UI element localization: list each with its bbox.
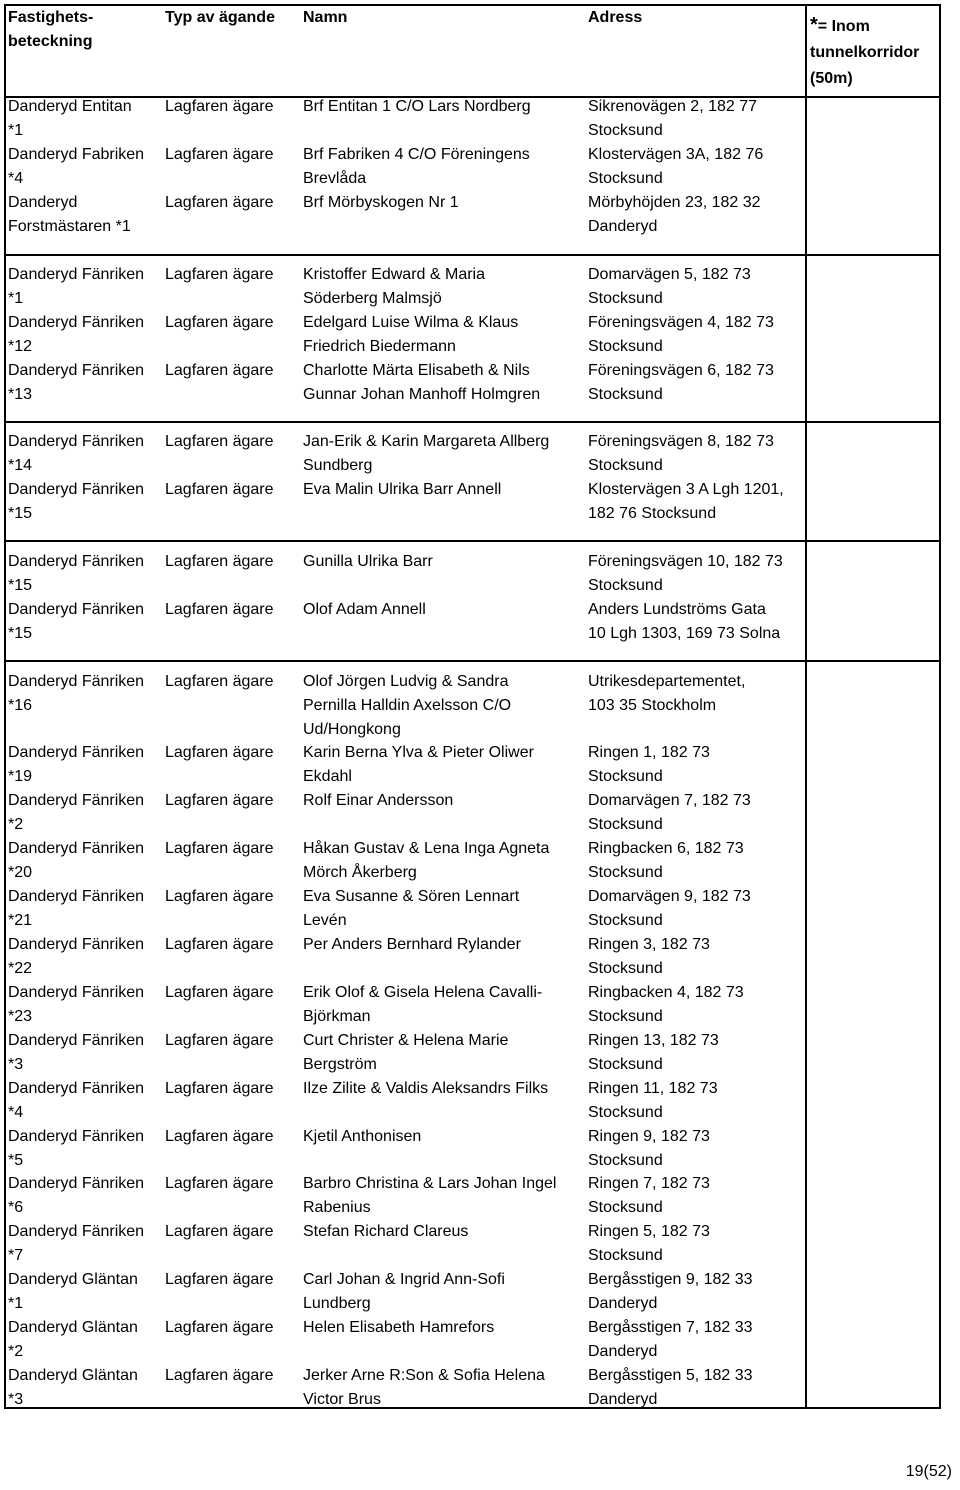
fastighet-cell: Danderyd Fänriken *21 bbox=[8, 888, 145, 929]
adress-cell: Bergåsstigen 9, 182 33 Danderyd bbox=[588, 1271, 753, 1312]
asterisk: * bbox=[810, 14, 818, 36]
adress-cell: Utrikesdepartementet, 103 35 Stockholm bbox=[588, 673, 746, 714]
fastighet-cell: Danderyd Forstmästaren *1 bbox=[8, 194, 131, 235]
adress-cell: Sikrenovägen 2, 182 77 Stocksund bbox=[588, 98, 758, 139]
fastighet-cell: Danderyd Fänriken *3 bbox=[8, 1032, 145, 1073]
typ-cell: Lagfaren ägare bbox=[165, 888, 274, 905]
typ-cell: Lagfaren ägare bbox=[165, 1128, 274, 1145]
namn-cell: Håkan Gustav & Lena Inga Agneta Mörch Åkerberg bbox=[303, 840, 550, 881]
fastighet-cell: Danderyd Fänriken *15 bbox=[8, 553, 145, 594]
adress-cell: Anders Lundströms Gata 10 Lgh 1303, 169 73 Solna bbox=[588, 601, 781, 642]
fastighet-cell: Danderyd Fänriken *13 bbox=[8, 362, 145, 403]
adress-cell: Ringbacken 4, 182 73 Stocksund bbox=[588, 984, 744, 1025]
adress-cell: Ringen 7, 182 73 Stocksund bbox=[588, 1175, 710, 1216]
adress-cell: Föreningsvägen 10, 182 73 Stocksund bbox=[588, 553, 783, 594]
adress-cell: Ringen 13, 182 73 Stocksund bbox=[588, 1032, 719, 1073]
namn-cell: Eva Susanne & Sören Lennart Levén bbox=[303, 888, 520, 929]
group-divider bbox=[4, 421, 941, 423]
namn-cell: Charlotte Märta Elisabeth & Nils Gunnar Johan Manhoff Holmgren bbox=[303, 362, 541, 403]
namn-cell: Edelgard Luise Wilma & Klaus Friedrich Biedermann bbox=[303, 314, 519, 355]
typ-cell: Lagfaren ägare bbox=[165, 1080, 274, 1097]
fastighet-cell: Danderyd Fänriken *23 bbox=[8, 984, 145, 1025]
fastighet-cell: Danderyd Fänriken *5 bbox=[8, 1128, 145, 1169]
adress-cell: Ringen 5, 182 73 Stocksund bbox=[588, 1223, 710, 1264]
fastighet-cell: Danderyd Gläntan *1 bbox=[8, 1271, 138, 1312]
fastighet-cell: Danderyd Fänriken *2 bbox=[8, 792, 145, 833]
adress-cell: Mörbyhöjden 23, 182 32 Danderyd bbox=[588, 194, 761, 235]
typ-cell: Lagfaren ägare bbox=[165, 936, 274, 953]
adress-cell: Domarvägen 9, 182 73 Stocksund bbox=[588, 888, 751, 929]
namn-cell: Olof Jörgen Ludvig & Sandra Pernilla Halldin Axelsson C/O Ud/Hongkong bbox=[303, 673, 512, 738]
typ-cell: Lagfaren ägare bbox=[165, 1032, 274, 1049]
adress-cell: Klostervägen 3 A Lgh 1201, 182 76 Stocksund bbox=[588, 481, 784, 522]
typ-cell: Lagfaren ägare bbox=[165, 601, 274, 618]
adress-cell: Klostervägen 3A, 182 76 Stocksund bbox=[588, 146, 764, 187]
fastighet-cell: Danderyd Fänriken *15 bbox=[8, 601, 145, 642]
fastighet-cell: Danderyd Fabriken *4 bbox=[8, 146, 145, 187]
adress-cell: Domarvägen 7, 182 73 Stocksund bbox=[588, 792, 751, 833]
typ-cell: Lagfaren ägare bbox=[165, 673, 274, 690]
namn-cell: Brf Entitan 1 C/O Lars Nordberg bbox=[303, 98, 531, 115]
adress-cell: Ringbacken 6, 182 73 Stocksund bbox=[588, 840, 744, 881]
group-divider bbox=[4, 660, 941, 662]
adress-cell: Ringen 11, 182 73 Stocksund bbox=[588, 1080, 718, 1121]
typ-cell: Lagfaren ägare bbox=[165, 1175, 274, 1192]
page-number: 19(52) bbox=[905, 1463, 952, 1480]
adress-cell: Ringen 1, 182 73 Stocksund bbox=[588, 744, 710, 785]
namn-cell: Carl Johan & Ingrid Ann-Sofi Lundberg bbox=[303, 1271, 505, 1312]
typ-cell: Lagfaren ägare bbox=[165, 553, 274, 570]
group-divider bbox=[4, 96, 941, 98]
namn-cell: Barbro Christina & Lars Johan Ingel Rabenius bbox=[303, 1175, 557, 1216]
fastighet-cell: Danderyd Fänriken *20 bbox=[8, 840, 145, 881]
typ-cell: Lagfaren ägare bbox=[165, 314, 274, 331]
fastighet-cell: Danderyd Fänriken *19 bbox=[8, 744, 145, 785]
adress-cell: Ringen 9, 182 73 Stocksund bbox=[588, 1128, 710, 1169]
typ-cell: Lagfaren ägare bbox=[165, 984, 274, 1001]
typ-cell: Lagfaren ägare bbox=[165, 1367, 274, 1384]
fastighet-cell: Danderyd Fänriken *15 bbox=[8, 481, 145, 522]
adress-cell: Bergåsstigen 5, 182 33 Danderyd bbox=[588, 1367, 753, 1408]
typ-cell: Lagfaren ägare bbox=[165, 266, 274, 283]
namn-cell: Gunilla Ulrika Barr bbox=[303, 553, 433, 570]
typ-cell: Lagfaren ägare bbox=[165, 1319, 274, 1336]
fastighet-cell: Danderyd Entitan *1 bbox=[8, 98, 132, 139]
header-fastighetsbeteckning: Fastighets- beteckning bbox=[8, 9, 94, 50]
fastighet-cell: Danderyd Fänriken *1 bbox=[8, 266, 145, 307]
namn-cell: Jan-Erik & Karin Margareta Allberg Sundberg bbox=[303, 433, 550, 474]
group-divider bbox=[4, 540, 941, 542]
fastighet-cell: Danderyd Fänriken *22 bbox=[8, 936, 145, 977]
adress-cell: Ringen 3, 182 73 Stocksund bbox=[588, 936, 710, 977]
fastighet-cell: Danderyd Fänriken *12 bbox=[8, 314, 145, 355]
namn-cell: Per Anders Bernhard Rylander bbox=[303, 936, 521, 953]
namn-cell: Brf Fabriken 4 C/O Föreningens Brevlåda bbox=[303, 146, 530, 187]
fastighet-cell: Danderyd Gläntan *2 bbox=[8, 1319, 138, 1360]
typ-cell: Lagfaren ägare bbox=[165, 840, 274, 857]
namn-cell: Karin Berna Ylva & Pieter Oliwer Ekdahl bbox=[303, 744, 534, 785]
header-adress: Adress bbox=[588, 9, 643, 26]
fastighet-cell: Danderyd Fänriken *6 bbox=[8, 1175, 145, 1216]
typ-cell: Lagfaren ägare bbox=[165, 792, 274, 809]
namn-cell: Rolf Einar Andersson bbox=[303, 792, 454, 809]
namn-cell: Olof Adam Annell bbox=[303, 601, 426, 618]
fastighet-cell: Danderyd Fänriken *7 bbox=[8, 1223, 145, 1264]
namn-cell: Jerker Arne R:Son & Sofia Helena Victor Brus bbox=[303, 1367, 545, 1408]
namn-cell: Stefan Richard Clareus bbox=[303, 1223, 469, 1240]
tunnel-note: *= Inom tunnelkorridor (50m) bbox=[810, 14, 920, 87]
typ-cell: Lagfaren ägare bbox=[165, 98, 274, 115]
namn-cell: Kjetil Anthonisen bbox=[303, 1128, 422, 1145]
namn-cell: Curt Christer & Helena Marie Bergström bbox=[303, 1032, 509, 1073]
namn-cell: Eva Malin Ulrika Barr Annell bbox=[303, 481, 502, 498]
namn-cell: Ilze Zilite & Valdis Aleksandrs Filks bbox=[303, 1080, 549, 1097]
namn-cell: Kristoffer Edward & Maria Söderberg Malmsjö bbox=[303, 266, 485, 307]
adress-cell: Bergåsstigen 7, 182 33 Danderyd bbox=[588, 1319, 753, 1360]
group-divider bbox=[4, 254, 941, 256]
fastighet-cell: Danderyd Fänriken *14 bbox=[8, 433, 145, 474]
note-column-divider bbox=[805, 4, 807, 1409]
typ-cell: Lagfaren ägare bbox=[165, 433, 274, 450]
adress-cell: Föreningsvägen 4, 182 73 Stocksund bbox=[588, 314, 774, 355]
fastighet-cell: Danderyd Fänriken *4 bbox=[8, 1080, 145, 1121]
fastighet-cell: Danderyd Fänriken *16 bbox=[8, 673, 145, 714]
namn-cell: Erik Olof & Gisela Helena Cavalli- Björkman bbox=[303, 984, 543, 1025]
adress-cell: Föreningsvägen 8, 182 73 Stocksund bbox=[588, 433, 774, 474]
header-typ-av-agande: Typ av ägande bbox=[165, 9, 275, 26]
typ-cell: Lagfaren ägare bbox=[165, 362, 274, 379]
adress-cell: Domarvägen 5, 182 73 Stocksund bbox=[588, 266, 751, 307]
adress-cell: Föreningsvägen 6, 182 73 Stocksund bbox=[588, 362, 774, 403]
typ-cell: Lagfaren ägare bbox=[165, 146, 274, 163]
header-namn: Namn bbox=[303, 9, 348, 26]
fastighet-cell: Danderyd Gläntan *3 bbox=[8, 1367, 138, 1408]
typ-cell: Lagfaren ägare bbox=[165, 1223, 274, 1240]
typ-cell: Lagfaren ägare bbox=[165, 744, 274, 761]
typ-cell: Lagfaren ägare bbox=[165, 1271, 274, 1288]
namn-cell: Helen Elisabeth Hamrefors bbox=[303, 1319, 495, 1336]
typ-cell: Lagfaren ägare bbox=[165, 481, 274, 498]
typ-cell: Lagfaren ägare bbox=[165, 194, 274, 211]
namn-cell: Brf Mörbyskogen Nr 1 bbox=[303, 194, 459, 211]
